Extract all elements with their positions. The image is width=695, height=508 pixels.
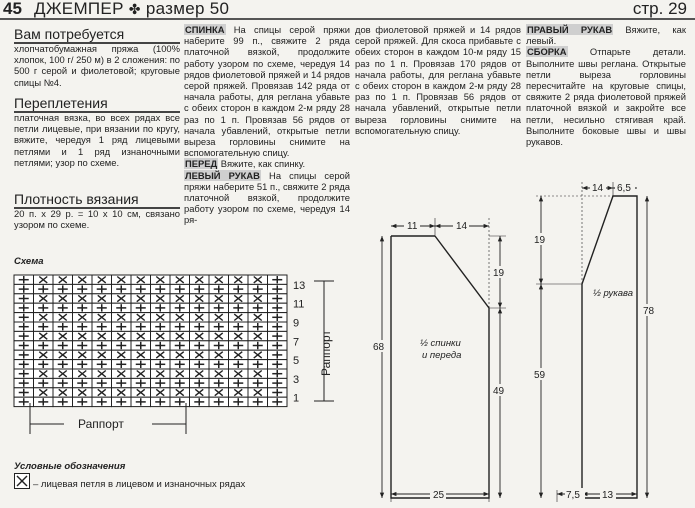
body-body-height: 49 (493, 386, 505, 397)
right-sleeve-text: Вяжите, как левый. (526, 24, 686, 47)
body-label-line2: и переда (422, 350, 462, 361)
gauge-text: 20 п. х 29 р. = 10 х 10 см, связано узором по схеме. (14, 208, 180, 231)
sleeve-raglan-height: 19 (534, 235, 546, 246)
row-number: 11 (293, 298, 305, 311)
body-top-right-width: 14 (456, 221, 468, 232)
header-title (34, 0, 229, 19)
front-text: Вяжите, как спинку. (220, 158, 306, 170)
row-number: 7 (293, 336, 300, 349)
front-label: ПЕРЕД (185, 158, 218, 170)
page-header (0, 0, 695, 20)
page-reference: стр. 29 (632, 0, 687, 18)
materials-text: хлопчатобумажная пряжа (100% хлопок, 100 г/ 250 м) в 2 сложения: по 500 г серой и фиолетовой; круговые спицы №4. (14, 43, 180, 88)
body-bottom-width: 25 (433, 490, 445, 501)
row-number: 3 (293, 373, 300, 386)
sleeve-top-right-width: 6,5 (617, 183, 631, 194)
sleeve-total-height: 78 (643, 306, 655, 317)
rapport-horizontal: Раппорт (78, 417, 124, 431)
body-top-left-width: 11 (407, 221, 418, 232)
text-column-1 (184, 24, 350, 226)
sleeve-top-left-width: 14 (592, 183, 604, 194)
rapport-vertical: Раппорт (319, 330, 333, 376)
knit-stitch-icon (14, 473, 30, 489)
flower-icon: ✤ (128, 1, 141, 17)
right-sleeve-label: ПРАВЫЙ РУКАВ (527, 24, 613, 35)
chart-row-numbers (293, 280, 305, 405)
gauge-title: Плотность вязания (14, 191, 180, 209)
sleeve-body-height: 59 (534, 370, 546, 381)
stitches-title: Переплетения (14, 95, 180, 113)
back-label: СПИНКА (185, 24, 225, 35)
body-label-line1: ½ спинки (420, 338, 461, 349)
legend-text: – лицевая петля в лицевом и изнаночных рядах (33, 479, 246, 490)
chart-label: Схема (14, 256, 44, 267)
sleeve-label: ½ рукава (593, 288, 634, 299)
body-outline (391, 236, 489, 498)
sleeve-bottom-right-width: 13 (602, 490, 614, 501)
materials-title: Вам потребуется (14, 26, 180, 44)
title-text: ДЖЕМПЕР (34, 0, 124, 18)
body-total-height: 68 (373, 342, 385, 353)
row-number: 9 (293, 317, 300, 330)
legend-title: Условные обозначения (14, 461, 126, 472)
stitches-text: платочная вязка, во всех рядах все петли лицевые, при вязании по кругу, вяжите, чередуя 1 ряд лицевыми петлями и 1 ряд изнаночными петлями; узор по схеме. (14, 112, 180, 168)
left-sleeve-text: На спицы серой пряжи наберите 51 п., свяжите 2 ряда платочной вязкой, продолжите работу узором по схеме, чередуя 14 ря- (184, 169, 350, 226)
text-column-2: дов фиолетовой пряжей и 14 рядов серой пряжей. Для скоса прибавьте с обеих сторон в каждом 10-м ряду 15 раз по 1 п. Провязав 170 рядов от начала работы, для реглана убавьте с обеих сторон в каждом 2-м ряду 28 раз по 1 п. Провязав 56 рядов от начала убавлений, открытые петли выреза горловины снимите на вспомогательную спицу. (355, 24, 521, 136)
sleeve-outline (582, 196, 637, 498)
chart-grid (14, 275, 287, 407)
body-raglan-height: 19 (493, 268, 505, 279)
assembly-text: Отпарьте детали. Выполните швы реглана. Открытые петли выреза горловины пересчитайте на круговые спицы, свяжите 2 ряда фиолетовой пряжей платочной вязкой и закройте все петли, несильно стягивая край. Выполните боковые швы и швы рукавов. (526, 46, 686, 148)
sleeve-bottom-left-width: 7,5 (566, 490, 580, 501)
text-column-3 (526, 24, 686, 147)
row-number: 13 (293, 279, 306, 292)
back-text: На спицы серой пряжи наберите 99 п., свяжите 2 ряда платочной вязкой, продолжите работу узором по схеме, чередуя 14 рядов фиолетовой пряжей и 14 рядов серой пряжей. Провязав 142 ряда от начала работы, для реглана убавьте с обеих сторон в каждом 2-м ряду 28 раз по 1 п. Провязав 56 рядов от начала убавлений, открытые петли выреза горловины снимите на вспомогательную спицу. (184, 24, 350, 159)
stitch-chart (0, 268, 350, 458)
assembly-label: СБОРКА (527, 46, 567, 58)
row-number: 5 (293, 355, 300, 368)
left-sleeve-label: ЛЕВЫЙ РУКАВ (185, 169, 260, 181)
page-number: 45 (3, 0, 22, 18)
row-number: 1 (293, 392, 300, 405)
pattern-diagram (360, 178, 690, 508)
size-text: размер 50 (145, 0, 230, 18)
